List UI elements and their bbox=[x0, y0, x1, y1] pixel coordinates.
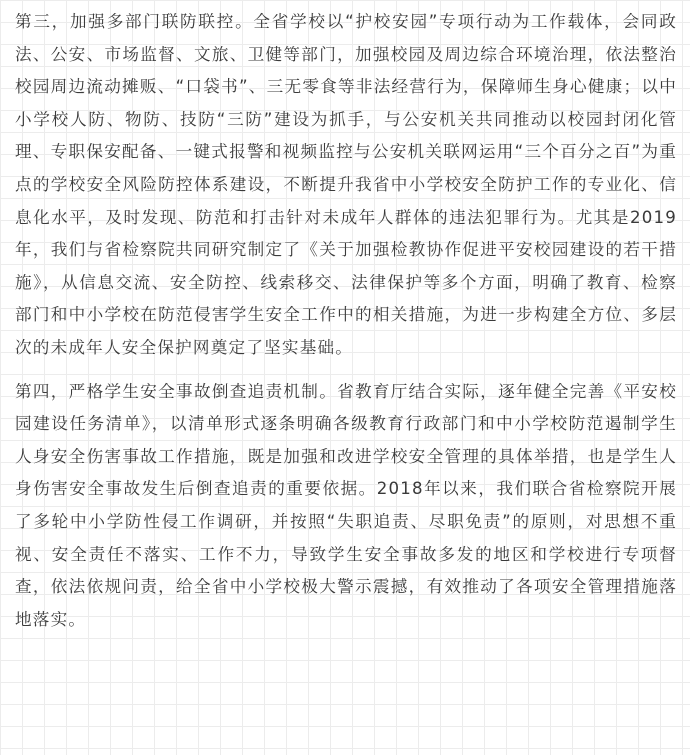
paragraph-fourth-measure: 第四，严格学生安全事故倒查追责机制。省教育厅结合实际，逐年健全完善《平安校园建设任务清单》，以清单形式逐条明确各级教育行政部门和中小学校防范遏制学生人身安全伤害事故工作措施，既是加强和改进学校安全管理的具体举措，也是学生人身伤害安全事故发生后倒查追责的重要依据。2018年以来，我们联合省检察院开展了多轮中小学防性侵工作调研，并按照“失职追责、尽职免责”的原则，对思想不重视、安全责任不落实、工作不力，导致学生安全事故多发的地区和学校进行专项督查，依法依规问责，给全省中小学校极大警示震撼，有效推动了各项安全管理措施落地落实。 bbox=[15, 381, 677, 629]
paragraph-third-measure: 第三，加强多部门联防联控。全省学校以“护校安园”专项行动为工作载体，会同政法、公安、市场监督、文旅、卫健等部门，加强校园及周边综合环境治理，依法整治校园周边流动摊贩、“口袋书”、三无零食等非法经营行为，保障师生身心健康；以中小学校人防、物防、技防“三防”建设为抓手，与公安机关共同推动以校园封闭化管理、专职保安配备、一键式报警和视频监控与公安机关联网运用“三个百分之百”为重点的学校安全风险防控体系建设，不断提升我省中小学校安全防护工作的专业化、信息化水平，及时发现、防范和打击针对未成年人群体的违法犯罪行为。尤其是2019年，我们与省检察院共同研究制定了《关于加强检教协作促进平安校园建设的若干措施》，从信息交流、安全防控、线索移交、法律保护等多个方面，明确了教育、检察部门和中小学校在防范侵害学生安全工作中的相关措施，为进一步构建全方位、多层次的未成年人安全保护网奠定了坚实基础。 bbox=[15, 12, 677, 357]
article-body bbox=[15, 6, 677, 636]
